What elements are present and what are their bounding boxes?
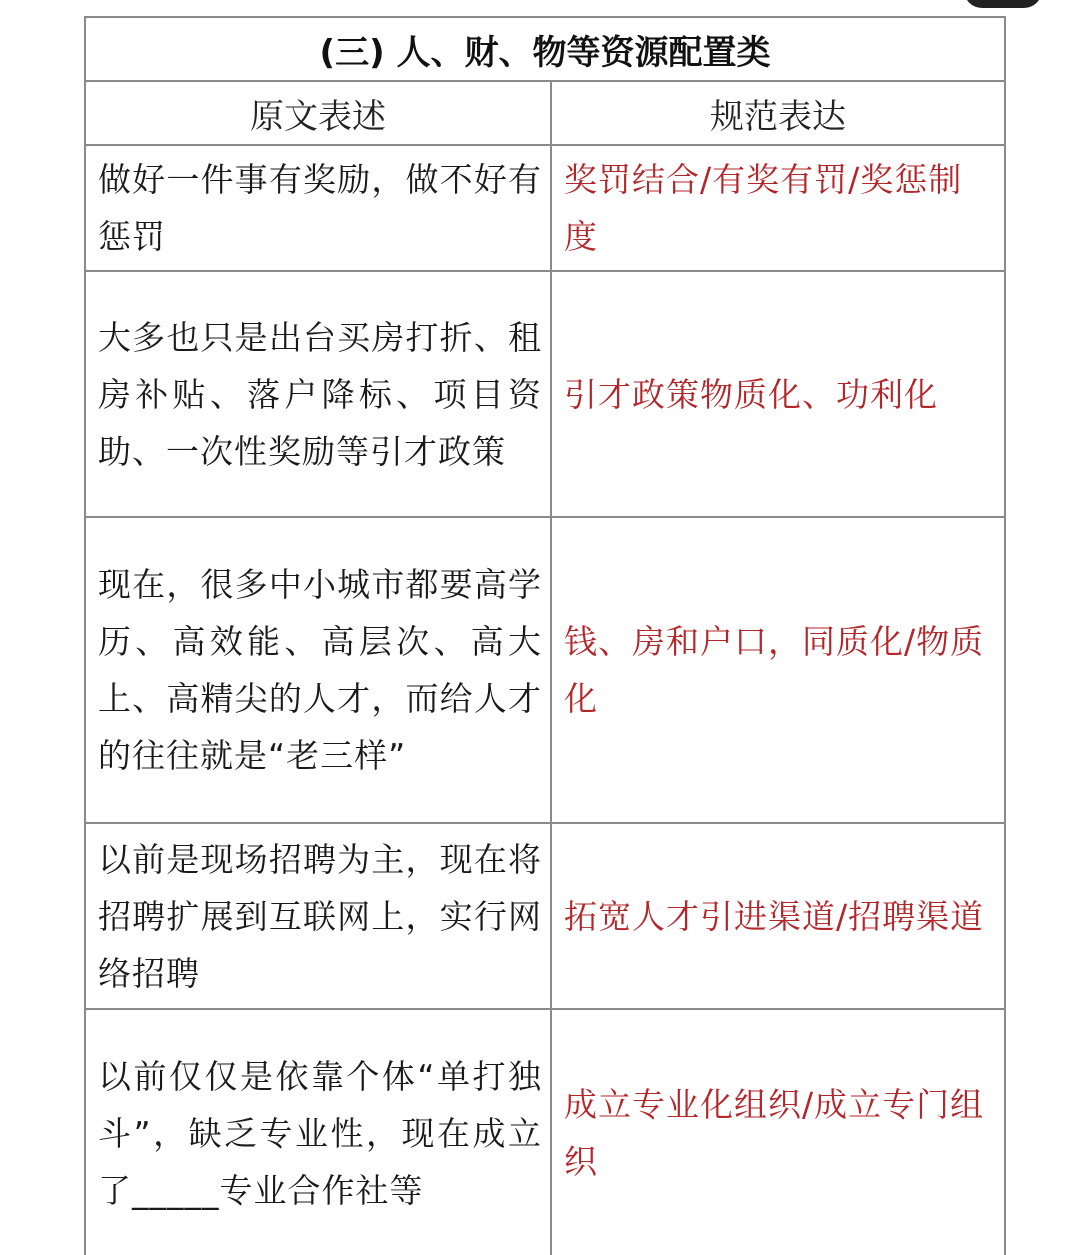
overlay-corner bbox=[964, 0, 1042, 8]
table-row bbox=[85, 271, 1005, 517]
expression-table bbox=[84, 16, 1006, 1255]
original-text: 现在，很多中小城市都要高学历、高效能、高层次、高大上、高精尖的人才，而给人才的往往就是“老三样” bbox=[85, 517, 551, 823]
normative-text: 成立专业化组织/成立专门组织 bbox=[551, 1009, 1005, 1255]
original-text: 大多也只是出台买房打折、租房补贴、落户降标、项目资助、一次性奖励等引才政策 bbox=[85, 271, 551, 517]
table-row bbox=[85, 1009, 1005, 1255]
title-row bbox=[85, 17, 1005, 81]
normative-text: 奖罚结合/有奖有罚/奖惩制度 bbox=[551, 145, 1005, 271]
header-normative: 规范表达 bbox=[551, 81, 1005, 145]
header-original: 原文表述 bbox=[85, 81, 551, 145]
original-text: 以前仅仅是依靠个体“单打独斗”，缺乏专业性，现在成立了_____专业合作社等 bbox=[85, 1009, 551, 1255]
table-row bbox=[85, 823, 1005, 1009]
table-row bbox=[85, 145, 1005, 271]
original-text: 以前是现场招聘为主，现在将招聘扩展到互联网上，实行网络招聘 bbox=[85, 823, 551, 1009]
header-row bbox=[85, 81, 1005, 145]
table-title: (三) 人、财、物等资源配置类 bbox=[85, 17, 1005, 81]
normative-text: 钱、房和户口，同质化/物质化 bbox=[551, 517, 1005, 823]
normative-text: 引才政策物质化、功利化 bbox=[551, 271, 1005, 517]
table-row bbox=[85, 517, 1005, 823]
normative-text: 拓宽人才引进渠道/招聘渠道 bbox=[551, 823, 1005, 1009]
original-text: 做好一件事有奖励，做不好有惩罚 bbox=[85, 145, 551, 271]
